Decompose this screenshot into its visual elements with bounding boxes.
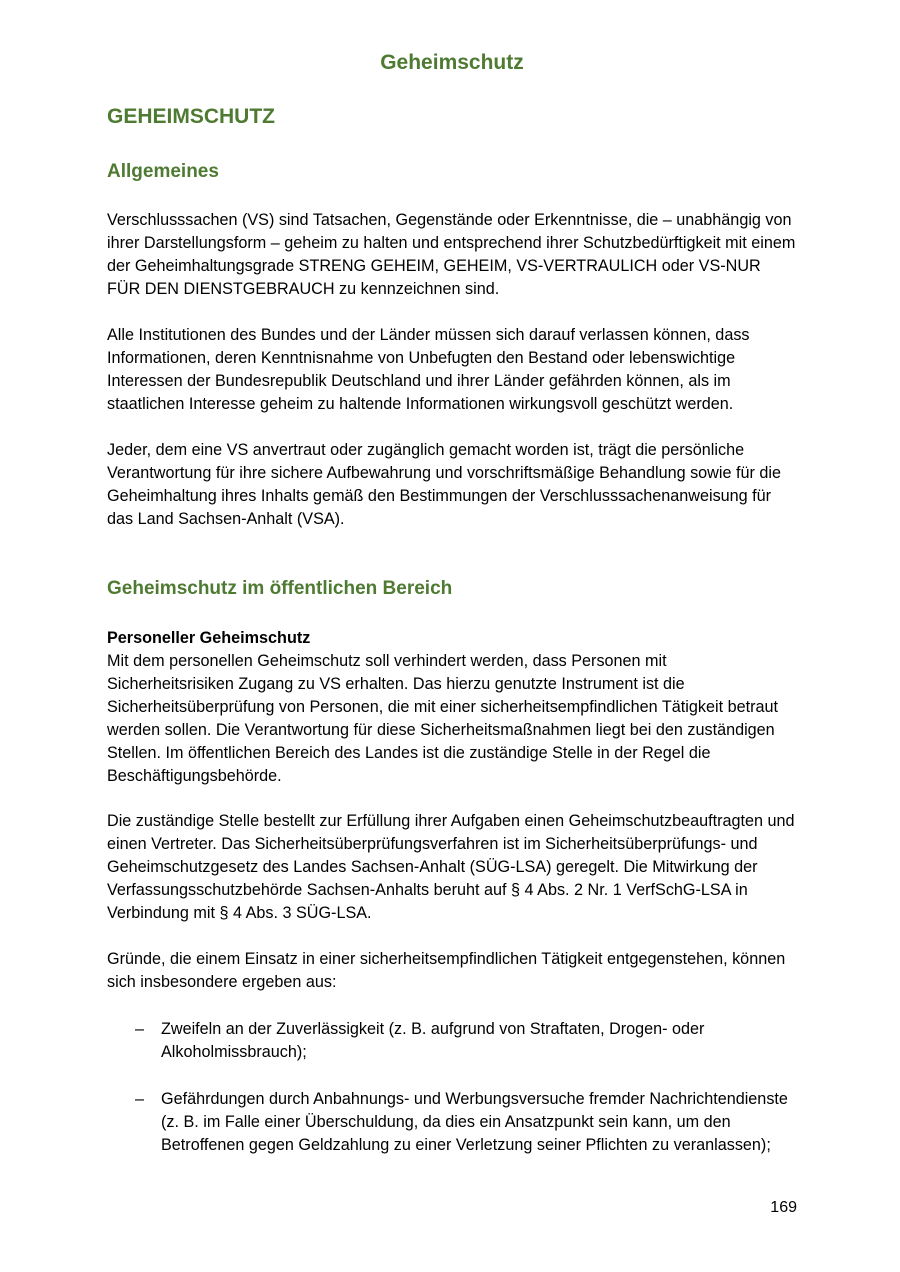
document-page	[107, 0, 797, 1272]
bullet-dash: –	[135, 1020, 145, 1038]
paragraph: Mit dem personellen Geheimschutz soll verhindert werden, dass Personen mit Sicherheitsrisiken Zugang zu VS erhalten. Das hierzu genutzte Instrument ist die Sicherheitsüberprüfung von Personen, die mit einer sicherheitsempfindlichen Tätigkeit betraut werden sollen. Die Verantwortung für diese Sicherheitsmaßnahmen liegt bei den zuständigen Stellen. Im öffentlichen Bereich des Landes ist die zuständige Stelle in der Regel die Beschäftigungsbehörde.	[107, 652, 778, 785]
personeller-geheimschutz-block	[107, 627, 797, 788]
paragraph: Jeder, dem eine VS anvertraut oder zugänglich gemacht worden ist, trägt die persönliche Verantwortung für ihre sichere Aufbewahrung und vorschriftsmäßige Behandlung sowie für die Geheimhaltung ihres Inhalts gemäß den Bestimmungen der Verschlusssachenanweisung für das Land Sachsen-Anhalt (VSA).	[107, 441, 781, 528]
paragraph: Alle Institutionen des Bundes und der Länder müssen sich darauf verlassen können, dass Informationen, deren Kenntnisnahme von Unbefugten den Bestand oder lebenswichtige Interessen der Bundesrepublik Deutschland und ihrer Länder gefährden können, als im staatlichen Interesse geheim zu haltende Informationen wirkungsvoll geschützt werden.	[107, 326, 750, 413]
page-number: 169	[770, 1199, 797, 1216]
paragraph: Verschlusssachen (VS) sind Tatsachen, Gegenstände oder Erkenntnisse, die – unabhängig von ihrer Darstellungsform – geheim zu halten und entsprechend ihrer Schutzbedürftigkeit mit einem der Geheimhaltungsgrade STRENG GEHEIM, GEHEIM, VS-VERTRAULICH oder VS-NUR FÜR DEN DIENSTGEBRAUCH zu kennzeichnen sind.	[107, 211, 796, 298]
paragraph: Gründe, die einem Einsatz in einer sicherheitsempfindlichen Tätigkeit entgegenstehen, können sich insbesondere ergeben aus:	[107, 950, 786, 991]
bullet-dash: –	[135, 1090, 145, 1108]
subheading: Personeller Geheimschutz	[107, 629, 311, 647]
section-heading-oeffentlicher-bereich: Geheimschutz im öffentlichen Bereich	[107, 578, 453, 599]
section-heading-allgemeines: Allgemeines	[107, 161, 219, 182]
paragraph: Die zuständige Stelle bestellt zur Erfüllung ihrer Aufgaben einen Geheimschutzbeauftragten und einen Vertreter. Das Sicherheitsüberprüfungsverfahren ist im Sicherheitsüberprüfungs- und Geheimschutzgesetz des Landes Sachsen-Anhalt (SÜG-LSA) geregelt. Die Mitwirkung der Verfassungsschutzbehörde Sachsen-Anhalts beruht auf § 4 Abs. 2 Nr. 1 VerfSchG-LSA in Verbindung mit § 4 Abs. 3 SÜG-LSA.	[107, 812, 795, 922]
chapter-title: GEHEIMSCHUTZ	[107, 105, 275, 128]
list-item-text: Gefährdungen durch Anbahnungs- und Werbungsversuche fremder Nachrichtendienste (z. B. im Falle einer Überschuldung, da dies ein Ansatzpunkt sein kann, um den Betroffenen gegen Geldzahlung zu einer Verletzung seiner Pflichten zu veranlassen);	[161, 1090, 788, 1154]
running-title: Geheimschutz	[380, 51, 524, 74]
list-item-text: Zweifeln an der Zuverlässigkeit (z. B. aufgrund von Straftaten, Drogen- oder Alkoholmissbrauch);	[161, 1020, 705, 1061]
